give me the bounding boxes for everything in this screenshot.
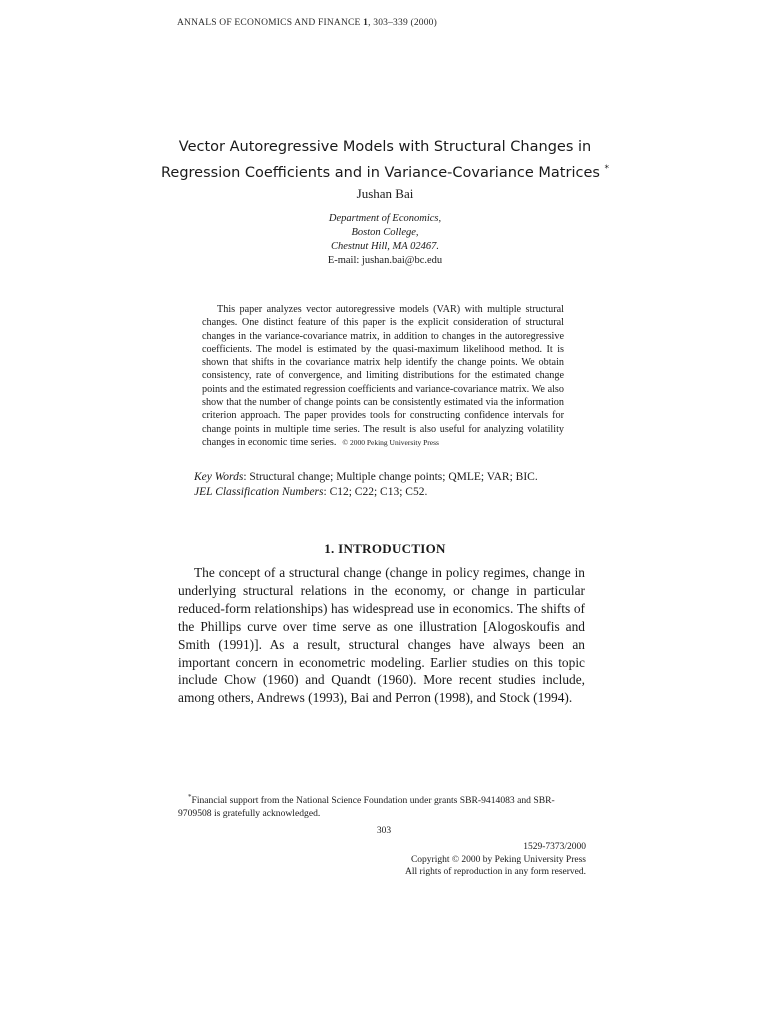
section-heading: 1. INTRODUCTION (324, 541, 446, 556)
issn: 1529-7373/2000 (523, 842, 586, 852)
keywords-block (194, 470, 584, 500)
keywords-text: : Structural change; Multiple change points; QMLE; VAR; BIC. (243, 471, 538, 483)
affiliation-institution: Boston College, (351, 227, 419, 238)
running-head (177, 18, 437, 28)
abstract-text: This paper analyzes vector autoregressive models (VAR) with multiple structural changes. One distinct feature of this paper is the explicit consideration of structural changes in the variance-covariance matrix, in addition to changes in the autoregressive coefficients. The model is estimated by the quasi-maximum likelihood method. It is shown that shifts in the covariance matrix help identify the change points. We obtain consistency, rate of convergence, and limiting distributions for the estimated change points and the estimated regression coefficients and variance-covariance matrix. We also show that the number of change points can be consistently estimated via the information criterion approach. The paper provides tools for constructing confidence intervals for change points in multiple time series. The result is also useful for analyzing volatility changes in economic time series. (202, 304, 564, 448)
journal-volume: 1 (363, 18, 369, 28)
keywords-line (194, 470, 584, 485)
copyright-line: Copyright © 2000 by Peking University Press (410, 854, 586, 865)
author-name: Jushan Bai (356, 186, 414, 201)
paper-title (150, 136, 620, 184)
affiliation-address: Chestnut Hill, MA 02467. (330, 241, 439, 252)
affiliation-department: Department of Economics, (328, 213, 442, 224)
jel-line (194, 485, 584, 500)
keywords-label: Key Words (194, 471, 244, 483)
title-footnote-mark: * (604, 164, 610, 174)
journal-pages-year: , 303–339 (2000) (368, 18, 437, 28)
affiliation-email: E-mail: jushan.bai@bc.edu (327, 255, 443, 266)
author-affiliation (250, 212, 520, 268)
title-line-2-text: Regression Coefficients and in Variance-Covariance Matrices (160, 164, 600, 181)
rights-line: All rights of reproduction in any form reserved. (405, 867, 586, 877)
abstract (202, 303, 564, 449)
jel-label: JEL Classification Numbers (194, 486, 324, 498)
page-number: 303 (376, 826, 392, 836)
title-line-2 (150, 158, 620, 184)
jel-text: : C12; C22; C13; C52. (323, 486, 428, 498)
footnote (178, 791, 588, 820)
footnote-text: Financial support from the National Science Foundation under grants SBR-9414083 and SBR-9709508 is gratefully acknowledged. (178, 795, 555, 820)
publication-info (380, 841, 586, 879)
title-line-1: Vector Autoregressive Models with Structural Changes in (178, 139, 592, 155)
footnote-mark: * (188, 793, 192, 801)
abstract-copyright: © 2000 Peking University Press (342, 437, 439, 447)
introduction-paragraph: The concept of a structural change (change in policy regimes, change in underlying structural relations in the economy, or change in particular reduced-form relationships) has widespread use in economics. The shifts of the Phillips curve over time serve as one illustration [Alogoskoufis and Smith (1991)]. As a result, structural changes have always been an important concern in econometric modeling. Earlier studies on this topic include Chow (1960) and Quandt (1960). More recent studies include, among others, Andrews (1993), Bai and Perron (1998), and Stock (1994). (178, 565, 585, 706)
journal-name: ANNALS OF ECONOMICS AND FINANCE (177, 18, 361, 28)
